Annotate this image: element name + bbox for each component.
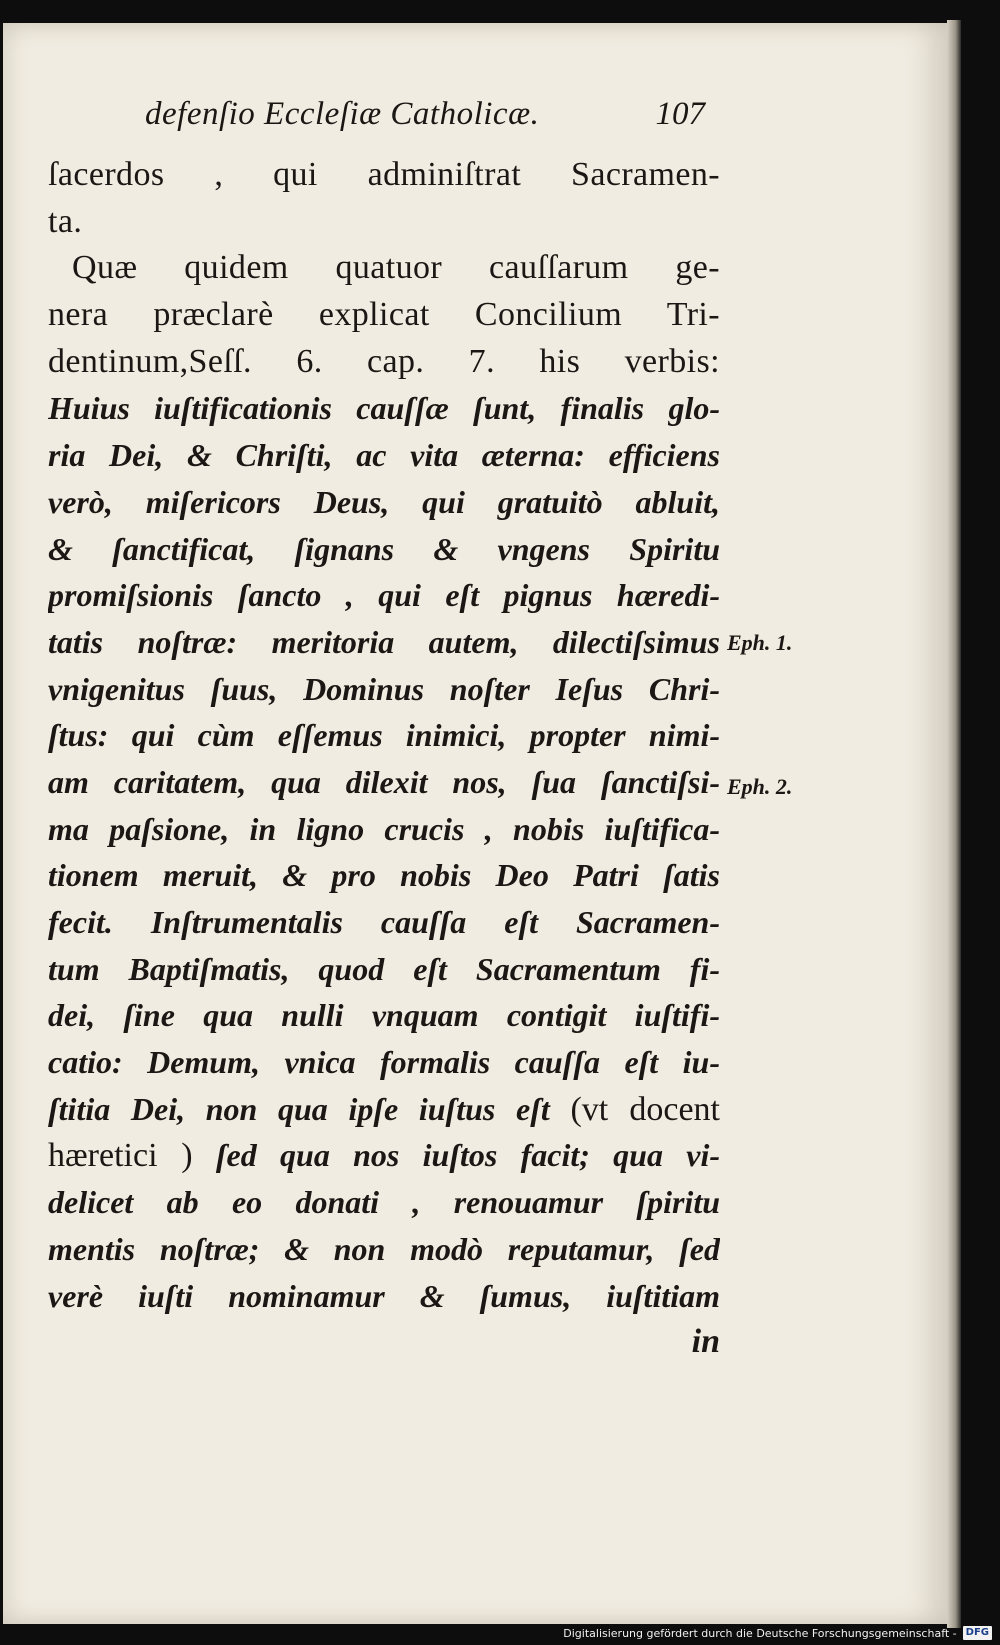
digitization-credit <box>563 1625 992 1641</box>
text-line: ſtus: qui cùm eſſemus inimici, propter nimi- <box>48 717 720 754</box>
text-line: nera præclarè explicat Concilium Tri- <box>48 296 720 334</box>
text-line: Huius iuſtificationis cauſſæ ſunt, finalis glo- <box>48 390 720 427</box>
text-line: mentis noſtræ; & non modò reputamur, ſed <box>48 1230 720 1267</box>
text-roman-run: hæretici ) <box>48 1137 193 1175</box>
text-line: ta. <box>48 202 83 240</box>
text-line: fecit. Inſtrumentalis cauſſa eſt Sacramen- <box>48 904 720 940</box>
text-line: promiſsionis ſancto , qui eſt pignus hæredi- <box>48 577 720 614</box>
text-line: tatis noſtræ: meritoria autem, dilectiſsimus <box>48 623 720 660</box>
text-line: am caritatem, qua dilexit nos, ſua ſanctiſsi- <box>48 763 720 800</box>
text-line: ma paſsione, in ligno crucis , nobis iuſtifica- <box>48 810 720 847</box>
text-line: Quæ quidem quatuor cauſſarum ge- <box>72 249 720 287</box>
text-line: ſacerdos , qui adminiſtrat Sacramen- <box>48 156 720 193</box>
text-line: verò, miſericors Deus, qui gratuitò abluit, <box>48 483 720 520</box>
text-line: dei, ſine qua nulli vnquam contigit iuſtifi- <box>48 997 720 1034</box>
text-line: & ſanctificat, ſignans & vngens Spiritu <box>48 530 720 567</box>
page-number: 107 <box>655 96 705 132</box>
credit-text: Digitalisierung gefördert durch die Deutsche Forschungsgemeinschaft - <box>563 1626 957 1640</box>
marginal-note: Eph. 2. <box>727 774 793 799</box>
text-italic-run: ſtitia Dei, non qua ipſe iuſtus eſt <box>48 1090 571 1127</box>
text-line: vnigenitus ſuus, Dominus noſter Ieſus Chri- <box>48 670 720 707</box>
text-line <box>48 1132 720 1179</box>
text-line: dentinum,Seſſ. 6. cap. 7. his verbis: <box>48 342 720 380</box>
text-line: tum Baptiſmatis, quod eſt Sacramentum fi- <box>48 950 720 987</box>
running-title: defenſio Eccleſiæ Catholicæ. <box>145 96 540 132</box>
running-head <box>145 96 705 144</box>
text-roman-run: (vt docent <box>570 1090 720 1128</box>
text-line: ria Dei, & Chriſti, ac vita æterna: efficiens <box>48 437 720 474</box>
page-edge <box>947 20 961 1628</box>
dfg-logo: DFG <box>963 1626 992 1640</box>
text-line: delicet ab eo donati , renouamur ſpiritu <box>48 1184 720 1221</box>
body-text <box>48 152 720 1366</box>
text-line: verè iuſti nominamur & ſumus, iuſtitiam <box>48 1277 720 1314</box>
catchword: in <box>691 1323 720 1361</box>
text-line: tionem meruit, & pro nobis Deo Patri ſatis <box>48 857 720 894</box>
text-italic-run: ſed qua nos iuſtos facit; qua vi- <box>192 1137 720 1174</box>
text-line: catio: Demum, vnica formalis cauſſa eſt iu- <box>48 1044 720 1081</box>
marginal-note: Eph. 1. <box>727 630 793 655</box>
text-line <box>48 1086 720 1133</box>
